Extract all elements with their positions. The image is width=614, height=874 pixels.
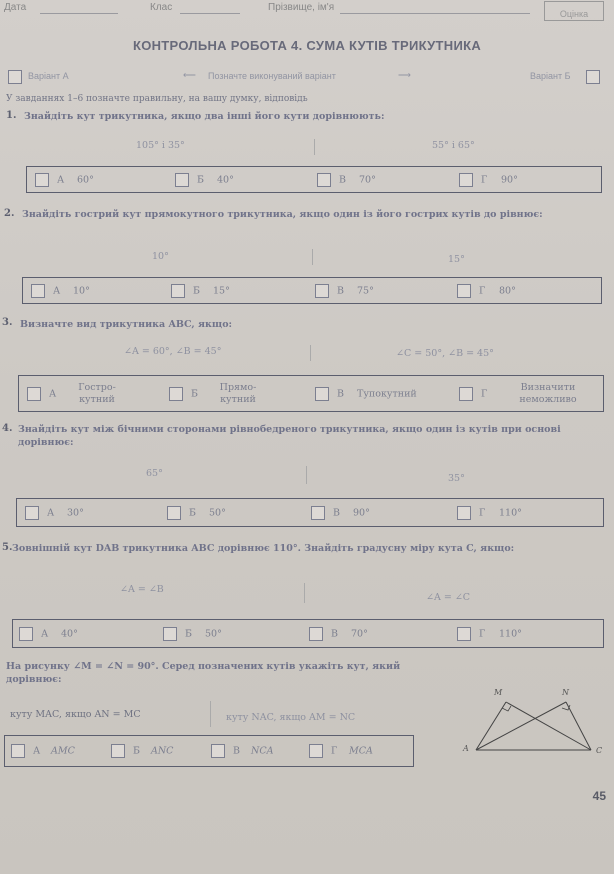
triangle-figure: [466, 684, 606, 764]
variant-a-label: Варіант А: [28, 71, 69, 81]
question-5-number: 5.: [2, 542, 13, 553]
label-n: N: [562, 688, 569, 697]
question-3-option-b[interactable]: Б Прямо- кутний: [169, 376, 309, 411]
checkbox[interactable]: [457, 506, 471, 520]
checkbox[interactable]: [19, 627, 33, 641]
checkbox[interactable]: [317, 173, 331, 187]
checkbox[interactable]: [457, 627, 471, 641]
question-4-divider: [306, 466, 307, 484]
question-4-option-d[interactable]: Г 110°: [457, 499, 587, 526]
question-2-number: 2.: [4, 208, 15, 219]
question-3-answers: [18, 375, 604, 412]
checkbox[interactable]: [459, 387, 473, 401]
question-6-option-d[interactable]: Г MCA: [309, 736, 409, 766]
question-1-option-d[interactable]: Г 90°: [459, 167, 589, 192]
arrow-left-icon: ⟵: [183, 70, 196, 80]
question-1-option-b[interactable]: Б 40°: [175, 167, 305, 192]
question-3-number: 3.: [2, 317, 13, 328]
question-6-condition-a: куту MAC, якщо AN = MC: [10, 709, 141, 720]
page-title: КОНТРОЛЬНА РОБОТА 4. СУМА КУТІВ ТРИКУТНИКА: [132, 38, 482, 53]
segment-am: [476, 702, 506, 750]
arrow-right-icon: ⟶: [398, 70, 411, 80]
grade-box[interactable]: [544, 1, 604, 21]
header-fields: [0, 0, 614, 22]
question-4-number: 4.: [2, 423, 13, 434]
question-2-text: Знайдіть гострий кут прямокутного трикутника, якщо один із його гострих кутів до рівнює:: [22, 209, 543, 220]
date-line[interactable]: [40, 13, 118, 14]
question-4-option-c[interactable]: В 90°: [311, 499, 441, 526]
question-2-divider: [312, 249, 313, 265]
question-5-option-d[interactable]: Г 110°: [457, 620, 587, 647]
checkbox[interactable]: [309, 627, 323, 641]
question-5-divider: [304, 583, 305, 603]
checkbox[interactable]: [175, 173, 189, 187]
variant-b-checkbox[interactable]: [586, 70, 600, 84]
question-4-text: Знайдіть кут між бічними сторонами рівнобедреного трикутника, якщо один із кутів при основі дорівнює:: [18, 424, 561, 448]
question-2-condition-b: 15°: [448, 254, 465, 265]
question-4-answers: [16, 498, 604, 527]
checkbox[interactable]: [309, 744, 323, 758]
question-3-option-d[interactable]: Г Визначити неможливо: [459, 376, 599, 411]
question-6-option-b[interactable]: Б ANC: [111, 736, 209, 766]
grade-label: Оцінка: [559, 9, 589, 19]
question-1-number: 1.: [6, 110, 17, 121]
question-5-condition-b: ∠A = ∠C: [426, 592, 471, 603]
name-line[interactable]: [340, 13, 530, 14]
question-6-condition-b: куту NAC, якщо AM = NC: [226, 712, 356, 723]
question-3-text: Визначте вид трикутника ABC, якщо:: [20, 319, 233, 330]
checkbox[interactable]: [111, 744, 125, 758]
label-a: A: [463, 744, 469, 753]
question-5-option-b[interactable]: Б 50°: [163, 620, 293, 647]
checkbox[interactable]: [315, 284, 329, 298]
question-1-text: Знайдіть кут трикутника, якщо два інші його кути дорівнюють:: [24, 111, 385, 122]
question-2-option-d[interactable]: Г 80°: [457, 278, 587, 303]
question-4-condition-a: 65°: [146, 468, 163, 479]
checkbox[interactable]: [211, 744, 225, 758]
question-1-option-a[interactable]: А 60°: [35, 167, 165, 192]
name-label: Прізвище, ім'я: [268, 2, 335, 13]
question-3-option-c[interactable]: В Тупокутний: [315, 376, 455, 411]
instruction: У завданнях 1–6 позначте правильну, на вашу думку, відповідь: [6, 94, 308, 104]
checkbox[interactable]: [27, 387, 41, 401]
question-3-divider: [310, 345, 311, 361]
page-number: 45: [592, 789, 606, 803]
question-2-option-a[interactable]: А 10°: [31, 278, 161, 303]
checkbox[interactable]: [169, 387, 183, 401]
question-6-divider: [210, 701, 211, 727]
question-4-option-a[interactable]: А 30°: [25, 499, 155, 526]
checkbox[interactable]: [35, 173, 49, 187]
date-label: Дата: [4, 2, 27, 13]
question-6-option-a[interactable]: А AMC: [11, 736, 109, 766]
question-6-answers: [4, 735, 414, 767]
question-2-option-c[interactable]: В 75°: [315, 278, 445, 303]
question-5-text: Зовнішній кут DAB трикутника ABC дорівнює 110°. Знайдіть градусну міру кута C, якщо:: [12, 543, 515, 554]
question-1-condition-a: 105° і 35°: [136, 140, 185, 151]
question-5-option-a[interactable]: А 40°: [19, 620, 149, 647]
question-1-option-c[interactable]: В 70°: [317, 167, 447, 192]
question-6-option-c[interactable]: В NCA: [211, 736, 309, 766]
variant-a-checkbox[interactable]: [8, 70, 22, 84]
checkbox[interactable]: [11, 744, 25, 758]
segment-an: [476, 702, 566, 750]
variant-b-label: Варіант Б: [530, 71, 571, 81]
question-5-option-c[interactable]: В 70°: [309, 620, 439, 647]
question-6-text: На рисунку ∠M = ∠N = 90°. Серед позначених кутів укажіть кут, який дорівнює:: [6, 661, 401, 685]
checkbox[interactable]: [315, 387, 329, 401]
class-line[interactable]: [180, 13, 240, 14]
checkbox[interactable]: [171, 284, 185, 298]
checkbox[interactable]: [459, 173, 473, 187]
checkbox[interactable]: [31, 284, 45, 298]
question-1-answers: [26, 166, 602, 193]
checkbox[interactable]: [25, 506, 39, 520]
question-1-condition-b: 55° і 65°: [432, 140, 475, 151]
question-4-condition-b: 35°: [448, 473, 465, 484]
right-angle-n: [562, 705, 570, 710]
label-m: M: [494, 688, 503, 697]
question-3-option-a[interactable]: А Гостро- кутний: [27, 376, 167, 411]
label-c: C: [596, 746, 603, 755]
variant-hint: Позначте виконуваний варіант: [208, 71, 336, 81]
question-3-condition-a: ∠A = 60°, ∠B = 45°: [124, 346, 222, 357]
question-5-condition-a: ∠A = ∠B: [120, 584, 164, 595]
question-2-answers: [22, 277, 602, 304]
question-4-option-b[interactable]: Б 50°: [167, 499, 297, 526]
question-2-condition-a: 10°: [152, 251, 169, 262]
question-3-condition-b: ∠C = 50°, ∠B = 45°: [396, 348, 494, 359]
question-2-option-b[interactable]: Б 15°: [171, 278, 301, 303]
question-5-answers: [12, 619, 604, 648]
checkbox[interactable]: [457, 284, 471, 298]
checkbox[interactable]: [163, 627, 177, 641]
class-label: Клас: [150, 2, 173, 13]
question-1-divider: [314, 139, 315, 155]
checkbox[interactable]: [311, 506, 325, 520]
variant-row: [8, 68, 600, 84]
checkbox[interactable]: [167, 506, 181, 520]
